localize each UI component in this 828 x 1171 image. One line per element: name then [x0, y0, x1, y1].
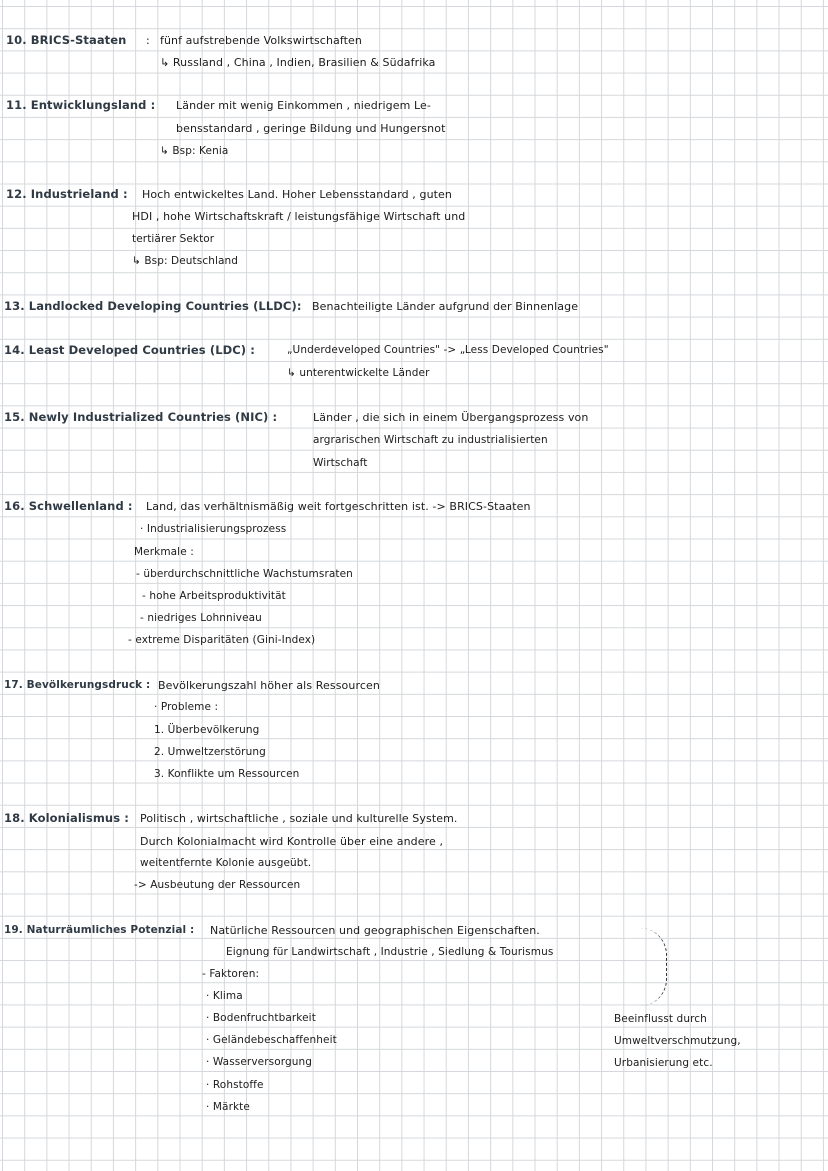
def-potenzial-line-9: · Märkte [206, 1101, 250, 1113]
term-nic: 15. Newly Industrialized Countries (NIC) : [4, 410, 278, 424]
def-schwellenland-line-7: - extreme Disparitäten (Gini-Index) [128, 634, 316, 646]
def-potenzial-line-6: · Geländebeschaffenheit [206, 1034, 337, 1046]
def-industrieland-line-3: tertiärer Sektor [132, 233, 215, 245]
def-kolonialismus-line-1: Politisch , wirtschaftliche , soziale und kulturelle System. [140, 812, 458, 825]
def-potenzial-line-1: Natürliche Ressourcen und geographischen Eigenschaften. [210, 924, 540, 937]
def-kolonialismus-line-3: weitentfernte Kolonie ausgeübt. [140, 857, 312, 869]
def-kolonialismus-line-2: Durch Kolonialmacht wird Kontrolle über eine andere , [140, 835, 444, 848]
term-schwellenland: 16. Schwellenland : [4, 499, 133, 513]
def-potenzial-line-7: · Wasserversorgung [206, 1056, 312, 1068]
def-industrieland-line-4: ↳ Bsp: Deutschland [132, 255, 239, 267]
side-note-line-2: Umweltverschmutzung, [614, 1035, 741, 1047]
def-lldc-line-1: Benachteiligte Länder aufgrund der Binnenlage [312, 300, 579, 313]
term-brics-staaten: 10. BRICS-Staaten [6, 33, 127, 47]
def-schwellenland-line-2: · Industrialisierungsprozess [140, 523, 287, 535]
def-nic-line-3: Wirtschaft [313, 457, 368, 469]
def-entwicklungsland-line-1: Länder mit wenig Einkommen , niedrigem Le- [176, 99, 431, 112]
def-schwellenland-line-4: - überdurchschnittliche Wachstumsraten [136, 568, 353, 580]
def-schwellenland-line-3: Merkmale : [134, 546, 194, 558]
term-kolonialismus: 18. Kolonialismus : [4, 811, 129, 825]
def-entwicklungsland-line-2: bensstandard , geringe Bildung und Hungersnot [176, 122, 446, 135]
def-industrieland-line-1: Hoch entwickeltes Land. Hoher Lebensstandard , guten [142, 188, 452, 201]
def-potenzial-line-2: Eignung für Landwirtschaft , Industrie , Siedlung & Tourismus [226, 946, 554, 958]
def-brics-line-1: fünf aufstrebende Volkswirtschaften [160, 34, 362, 47]
term-entwicklungsland: 11. Entwicklungsland : [6, 98, 156, 112]
term-lldc: 13. Landlocked Developing Countries (LLDC): [4, 299, 302, 313]
def-ldc-line-1: „Underdeveloped Countries" -> „Less Developed Countries" [287, 344, 609, 356]
term-naturraeumliches-potenzial: 19. Naturräumliches Potenzial : [4, 924, 195, 936]
def-potenzial-line-3: - Faktoren: [202, 968, 260, 980]
def-entwicklungsland-line-3: ↳ Bsp: Kenia [160, 145, 229, 157]
def-kolonialismus-line-4: -> Ausbeutung der Ressourcen [134, 879, 301, 891]
def-nic-line-2: argrarischen Wirtschaft zu industrialisierten [313, 434, 548, 446]
side-note-line-1: Beeinflusst durch [614, 1013, 707, 1025]
term-ldc: 14. Least Developed Countries (LDC) : [4, 343, 255, 357]
term-industrieland: 12. Industrieland : [6, 187, 128, 201]
def-schwellenland-line-1: Land, das verhältnismäßig weit fortgeschritten ist. -> BRICS-Staaten [146, 500, 531, 513]
def-potenzial-line-5: · Bodenfruchtbarkeit [206, 1012, 316, 1024]
def-potenzial-line-4: · Klima [206, 990, 243, 1002]
side-note-line-3: Urbanisierung etc. [614, 1057, 713, 1069]
def-bevoelkerungsdruck-line-5: 3. Konflikte um Ressourcen [154, 768, 300, 780]
def-schwellenland-line-6: - niedriges Lohnniveau [140, 612, 262, 624]
def-schwellenland-line-5: - hohe Arbeitsproduktivität [142, 590, 286, 602]
def-bevoelkerungsdruck-line-1: Bevölkerungszahl höher als Ressourcen [158, 679, 380, 692]
term-bevoelkerungsdruck: 17. Bevölkerungsdruck : [4, 679, 151, 691]
def-brics-line-2: ↳ Russland , China , Indien, Brasilien & Südafrika [160, 56, 436, 69]
def-industrieland-line-2: HDI , hohe Wirtschaftskraft / leistungsfähige Wirtschaft und [132, 210, 466, 223]
def-ldc-line-2: ↳ unterentwickelte Länder [287, 367, 430, 379]
def-nic-line-1: Länder , die sich in einem Übergangsprozess von [313, 411, 589, 424]
def-bevoelkerungsdruck-line-2: · Probleme : [154, 701, 219, 713]
def-bevoelkerungsdruck-line-4: 2. Umweltzerstörung [154, 746, 266, 758]
def-potenzial-line-8: · Rohstoffe [206, 1079, 264, 1091]
curly-bracket [640, 928, 667, 1006]
def-bevoelkerungsdruck-line-3: 1. Überbevölkerung [154, 724, 260, 736]
colon-brics: : [146, 34, 150, 47]
